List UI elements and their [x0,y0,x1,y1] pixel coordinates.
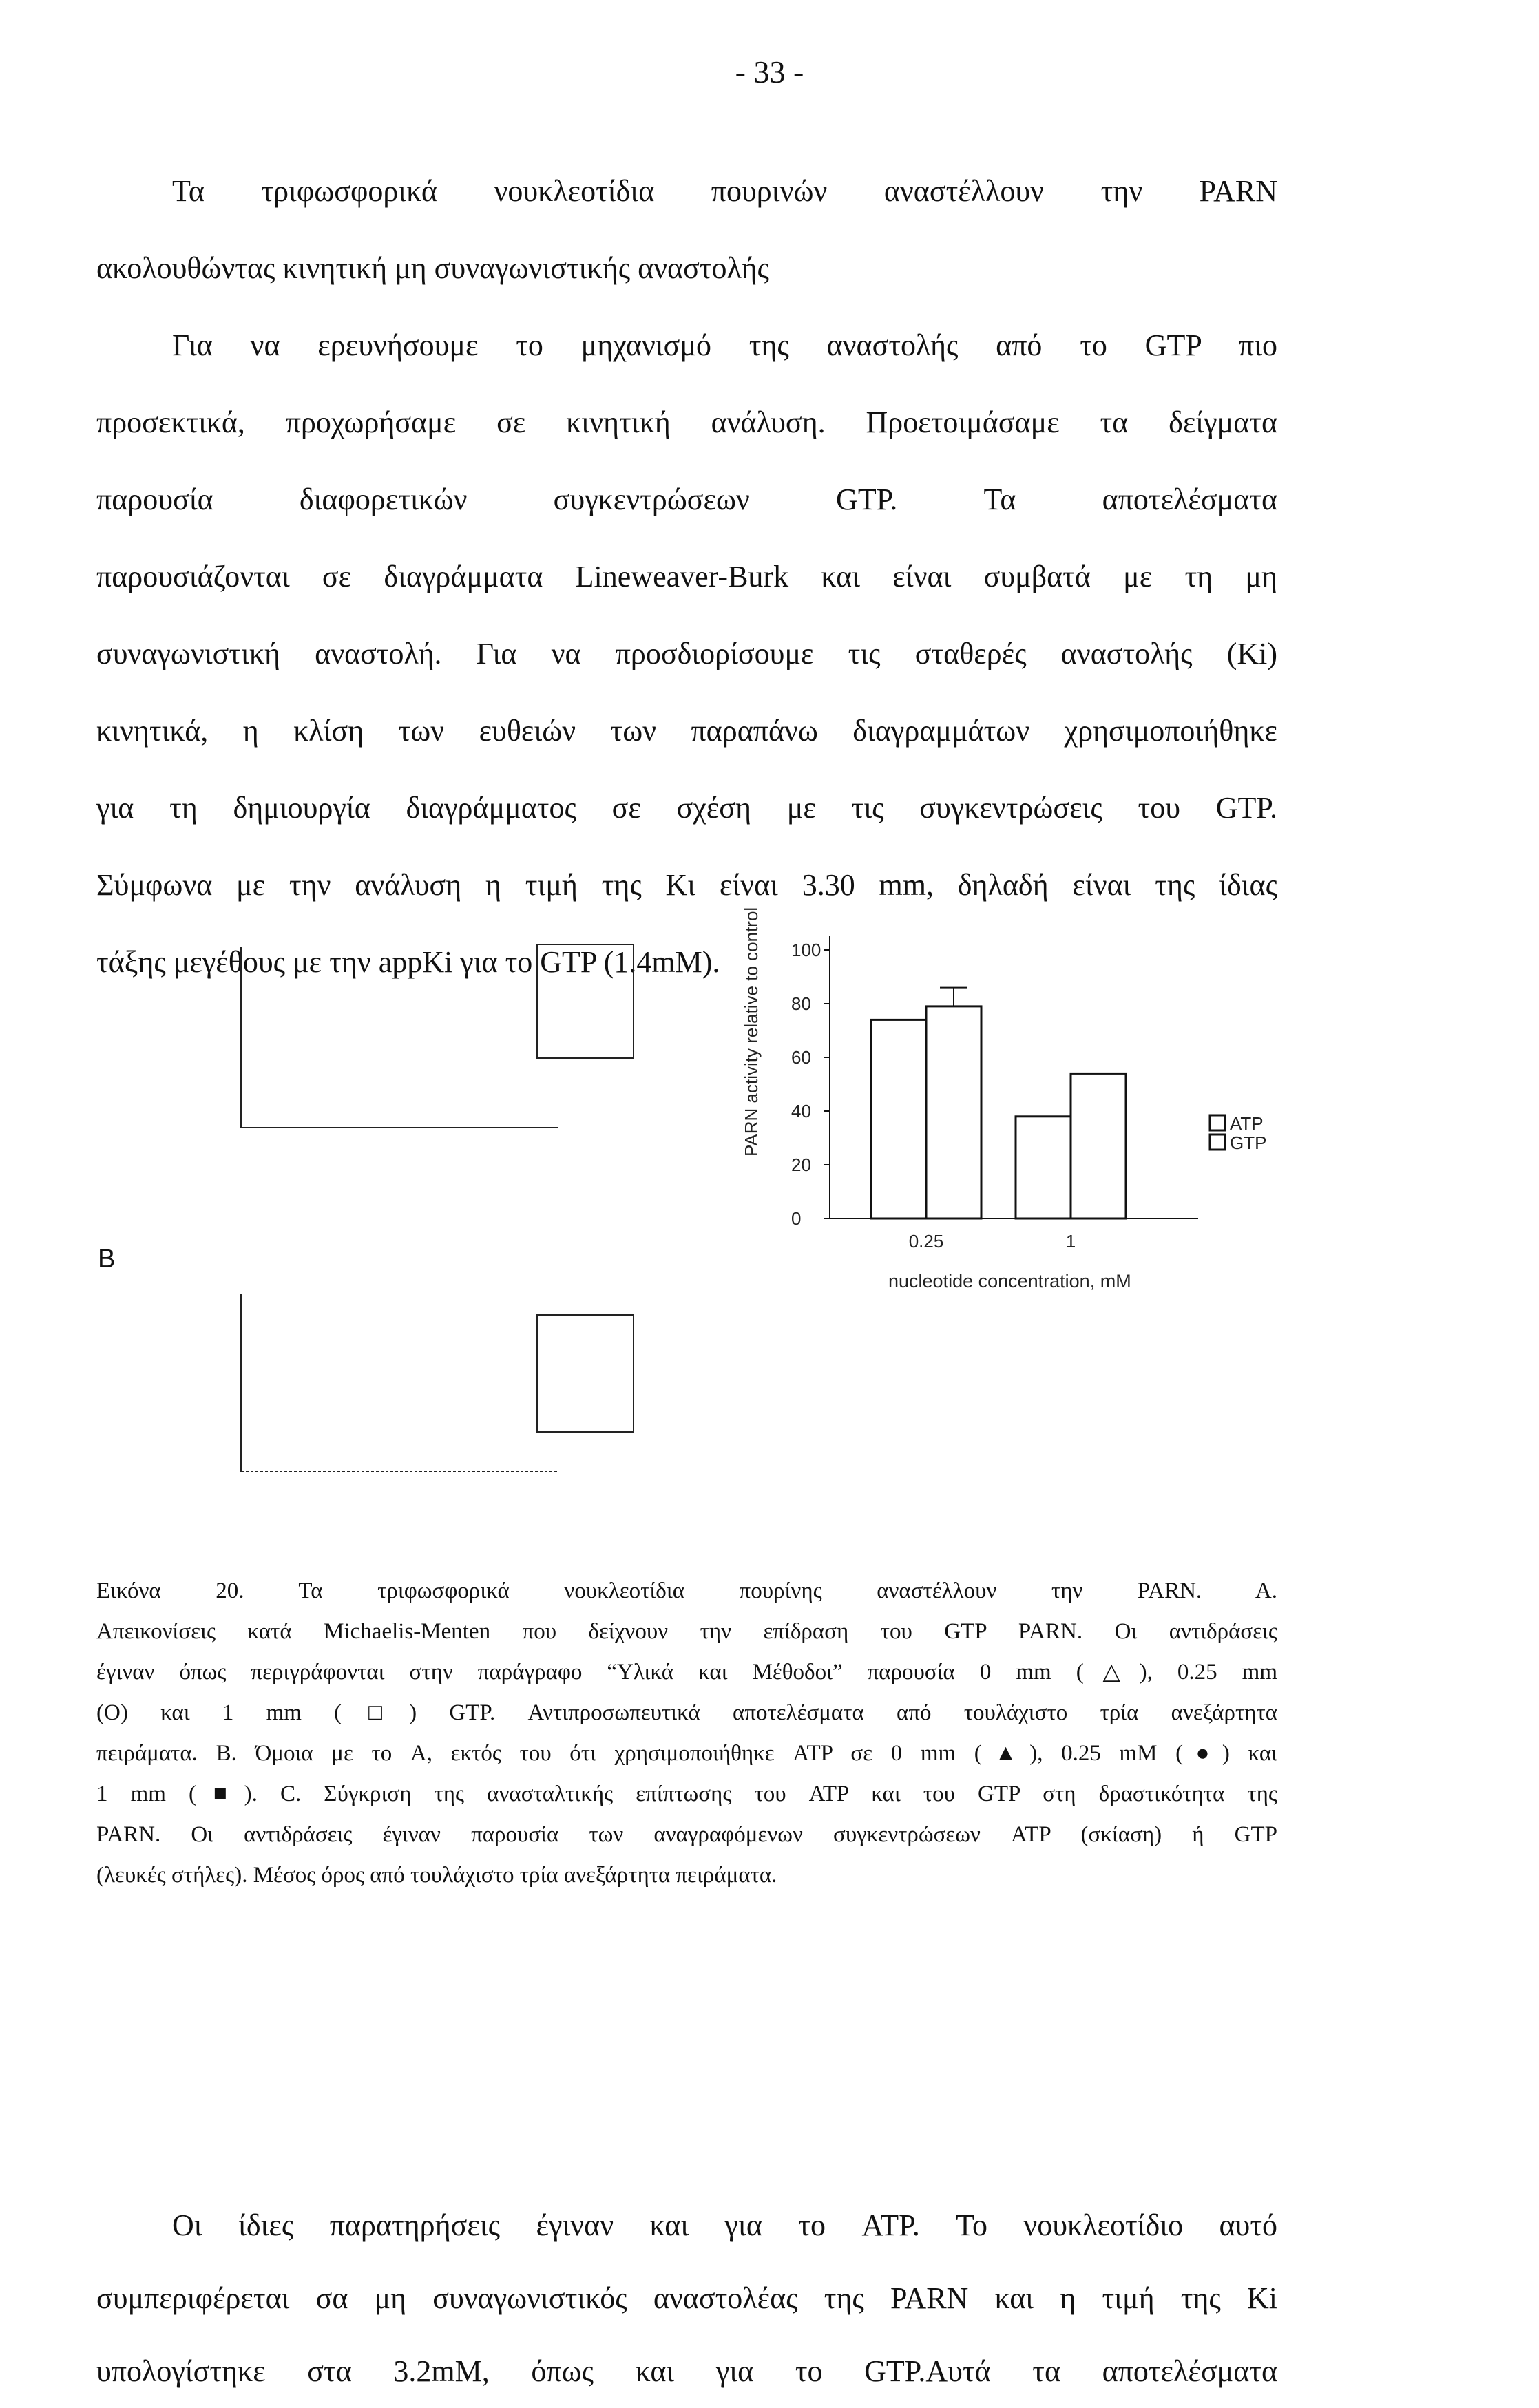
paragraph-line: Οι ίδιες παρατηρήσεις έγιναν και για το ATP. Το νουκλεοτίδιο αυτό [172,2208,1277,2242]
caption-line: Εικόνα 20. Τα τριφωσφορικά νουκλεοτίδια πουρίνης αναστέλλουν την PARN. A. [96,1578,1277,1603]
bars [871,988,1126,1218]
y-tick-label: 60 [791,1047,811,1068]
bar-atp-1 [1016,1117,1071,1218]
y-tick-label: 40 [791,1101,811,1121]
paragraph-line: Σύμφωνα με την ανάλυση η τιμή της Κι είναι 3.30 mm, δηλαδή είναι της ίδιας [96,868,1277,902]
legend [1210,1113,1266,1153]
paragraph-line: για τη δημιουργία διαγράμματος σε σχέση με τις συγκεντρώσεις του GTP. [96,791,1277,825]
y-tick-label: 0 [791,1208,802,1229]
paragraph-kinetics [96,153,1277,1001]
y-ticks [791,940,830,1229]
paragraph-line: υπολογίστηκε στα 3.2mM, όπως και για το GTP.Αυτά τα αποτελέσματα [96,2354,1277,2388]
paragraph-line: συμπεριφέρεται σα μη συναγωνιστικός αναστολέας της PARN και η τιμή της Κi [96,2281,1277,2315]
bar-gtp-1 [1071,1073,1126,1218]
legend-label-gtp: GTP [1230,1132,1267,1153]
x-axis-label: nucleotide concentration, mM [888,1271,1131,1291]
paragraph-line: παρουσιάζονται σε διαγράμματα Lineweaver-Burk και είναι συμβατά με τη μη [96,560,1277,593]
panel-c-chart [741,907,1266,1291]
paragraph-line: προσεκτικά, προχωρήσαμε σε κινητική ανάλυση. Προετοιμάσαμε τα δείγματα [96,405,1277,439]
paragraph-line: συναγωνιστική αναστολή. Για να προσδιορίσουμε τις σταθερές αναστολής (Ki) [96,637,1277,670]
panel-a-plot [241,944,634,1128]
figure-20 [0,895,1539,1549]
caption-line: (O) και 1 mm (□) GTP. Αντιπροσωπευτικά αποτελέσματα από τουλάχιστο τρία ανεξάρτητα [96,1700,1277,1725]
bar-atp-0.25 [871,1020,926,1218]
legend-label-atp: ATP [1230,1113,1264,1134]
panel-b-plot [241,1294,634,1472]
caption-line: PARN. Οι αντιδράσεις έγιναν παρουσία των αναγραφόμενων συγκεντρώσεων ATP (σκίαση) ή GTP [96,1822,1277,1847]
legend-swatch-gtp [1210,1134,1225,1150]
y-tick-label: 20 [791,1154,811,1175]
panel-label-b: B [98,1245,116,1274]
bar-gtp-0.25 [926,1006,981,1218]
x-tick-label: 0.25 [908,1231,944,1251]
paragraph-line: τάξης μεγέθους με την appKi για το GTP (1.4mM). [96,945,720,979]
paragraph-line: Για να ερευνήσουμε το μηχανισμό της αναστολής από το GTP πιο [172,328,1277,362]
error-bar [940,988,967,1006]
section-heading-line-2: ακολουθώντας κινητική μη συναγωνιστικής αναστολής [96,251,769,285]
x-tick-label: 1 [1065,1231,1076,1251]
y-tick-label: 100 [791,940,821,960]
caption-line: πειράματα. B. Όμοια με το A, εκτός του ότι χρησιμοποιήθηκε ATP σε 0 mm (▲), 0.25 mM (●) και [96,1741,1277,1766]
page-number: - 33 - [735,54,804,89]
x-ticks [909,1231,1076,1251]
paragraph-line: παρουσία διαφορετικών συγκεντρώσεων GTP. Τα αποτελέσματα [96,483,1277,516]
figure-caption [96,1571,1277,1896]
caption-line: 1 mm (■). C. Σύγκριση της ανασταλτικής επίπτωσης του ATP και του GTP στη δραστικότητα της [96,1782,1277,1806]
y-tick-label: 80 [791,993,811,1014]
y-axis-label: PARN activity relative to control [741,907,762,1157]
legend-swatch-atp [1210,1115,1225,1130]
paragraph-line: κινητικά, η κλίση των ευθειών των παραπάνω διαγραμμάτων χρησιμοποιήθηκε [96,714,1277,748]
section-heading-line-1: Τα τριφωσφορικά νουκλεοτίδια πουρινών αναστέλλουν την PARN [172,174,1277,208]
caption-line: έγιναν όπως περιγράφονται στην παράγραφο “Υλικά και Μέθοδοι” παρουσία 0 mm (△), 0.25 mm [96,1660,1277,1684]
caption-line: (λευκές στήλες). Μέσος όρος από τουλάχιστο τρία ανεξάρτητα πειράματα. [96,1863,777,1888]
caption-line: Απεικονίσεις κατά Michaelis-Menten που δείχνουν την επίδραση του GTP PARN. Οι αντιδράσεις [96,1619,1277,1644]
paragraph-atp [96,2189,1277,2408]
